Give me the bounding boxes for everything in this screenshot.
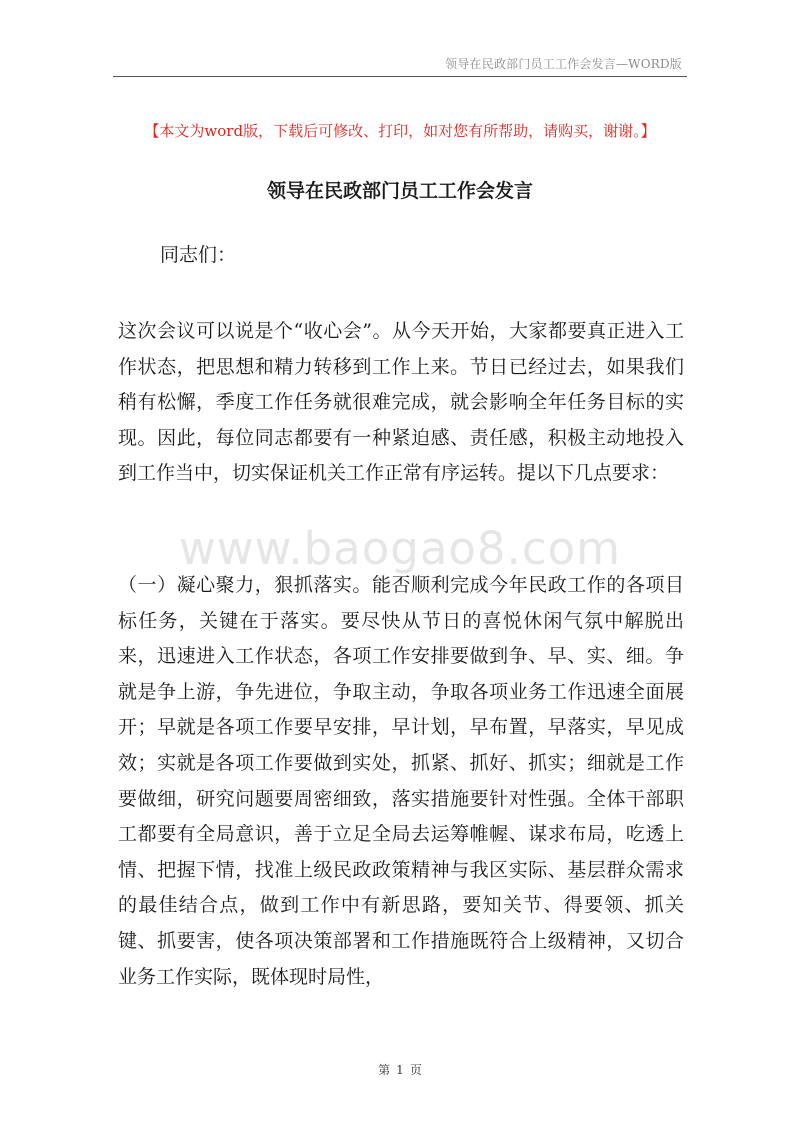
body-paragraph-2: （一）凝心聚力，狠抓落实。能否顺利完成今年民政工作的各项目标任务，关键在于落实。要尽快从节日的喜悦休闲气氛中解脱出来，迅速进入工作状态，各项工作安排要做到争、早、实、细。争就是争上游，争先进位，争取主动，争取各项业务工作迅速全面展开；早就是各项工作要早安排，早计划，早布置，早落实，早见成效；实就是各项工作要做到实处，抓紧、抓好、抓实；细就是工作要做细，研究问题要周密细致，落实措施要针对性强。全体干部职工都要有全局意识，善于立足全局去运筹帷幄、谋求布局，吃透上情、把握下情，找准上级民政政策精神与我区实际、基层群众需求的最佳结合点，做到工作中有新思路，要知关节、得要领、抓关键、抓要害，使各项决策部署和工作措施既符合上级精神，又切合业务工作实际，既体现时局性， bbox=[118, 574, 684, 988]
header-divider bbox=[113, 76, 687, 77]
running-header: 领导在民政部门员工工作会发言—WORD版 bbox=[445, 57, 682, 71]
body-paragraph-1: 这次会议可以说是个“收心会”。从今天开始，大家都要真正进入工作状态，把思想和精力转移到工作上来。节日已经过去，如果我们稍有松懈，季度工作任务就很难完成，就会影响全年任务目标的实现。因此，每位同志都要有一种紧迫感、责任感，积极主动地投入到工作当中，切实保证机关工作正常有序运转。提以下几点要求： bbox=[118, 320, 684, 485]
purchase-notice: 【本文为word版，下载后可修改、打印，如对您有所帮助，请购买，谢谢。】 bbox=[144, 122, 656, 140]
page-number: 1 bbox=[396, 1063, 404, 1077]
salutation: 同志们： bbox=[160, 244, 237, 266]
footer-suffix: 页 bbox=[409, 1063, 422, 1077]
watermark: www.baogao8.com bbox=[179, 522, 621, 575]
page-footer bbox=[0, 1061, 800, 1078]
footer-prefix: 第 bbox=[378, 1063, 391, 1077]
document-title: 领导在民政部门员工工作会发言 bbox=[266, 180, 533, 202]
